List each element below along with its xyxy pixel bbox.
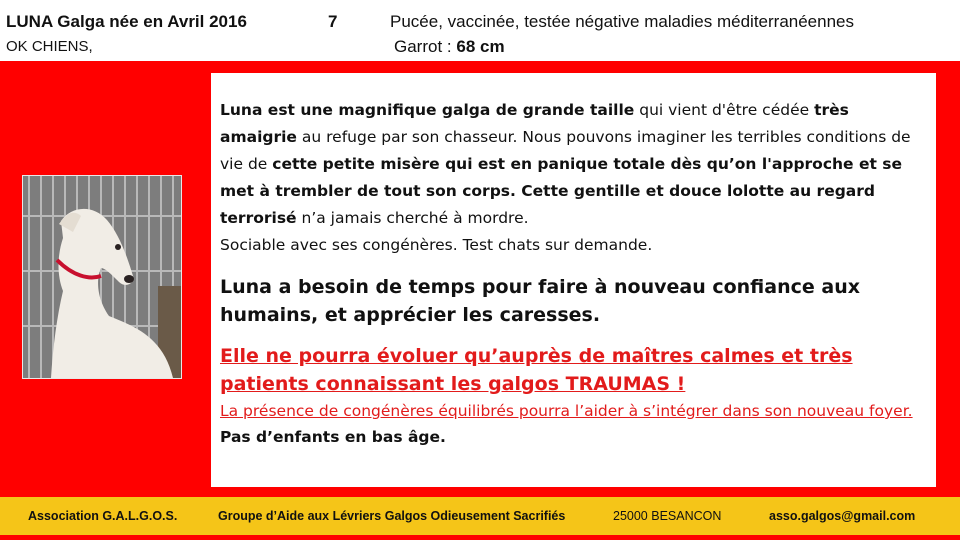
- intro-bold: Luna est une magnifique galga de grande taille: [220, 101, 635, 119]
- intro-text: qui vient d'être cédée: [634, 101, 815, 119]
- garrot-info: [394, 37, 505, 57]
- health-info: Pucée, vaccinée, testée négative maladies méditerranéennes: [390, 12, 855, 31]
- description-text: [220, 97, 930, 450]
- needs-statement: Luna a besoin de temps pour faire à nouveau confiance aux humains, et apprécier les caresses.: [220, 276, 860, 326]
- description-card: [211, 73, 936, 487]
- association-city: 25000 BESANCON: [613, 509, 722, 523]
- garrot-value: 68 cm: [456, 37, 505, 56]
- warning-statement: Elle ne pourra évoluer qu’auprès de maîtres calmes et très patients connaissant les galgos TRAUMAS !: [220, 345, 853, 395]
- condition-bold: très amaigrie: [220, 101, 849, 146]
- temperament-text: n’a jamais cherché à mordre.: [296, 209, 529, 227]
- footer-banner: [0, 497, 960, 535]
- association-fullname: Groupe d’Aide aux Lévriers Galgos Odieusement Sacrifiés: [218, 509, 566, 523]
- garrot-label: Garrot :: [394, 37, 452, 56]
- description-paragraph: [220, 97, 930, 259]
- dog-title: LUNA Galga née en Avril 2016: [6, 12, 247, 31]
- association-email[interactable]: asso.galgos@gmail.com: [769, 509, 916, 523]
- dog-number: 7: [328, 12, 338, 31]
- history-text: au refuge par son chasseur. Nous pouvons imaginer les terribles conditions de vie de: [220, 128, 911, 173]
- home-requirements: [220, 398, 930, 450]
- congeneres-note: La présence de congénères équilibrés pourra l’aider à s’intégrer dans son nouveau foyer.: [220, 402, 913, 420]
- no-children-note: Pas d’enfants en bas âge.: [220, 428, 446, 446]
- compatibility-info: OK CHIENS,: [6, 38, 93, 55]
- association-name: Association G.A.L.G.O.S.: [28, 509, 178, 523]
- header-banner: [0, 0, 960, 61]
- dog-photo: [22, 175, 182, 379]
- sociability-text: Sociable avec ses congénères. Test chats sur demande.: [220, 236, 653, 254]
- temperament-bold: cette petite misère qui est en panique totale dès qu’on l'approche et se met à trembler de tout son corps. Cette gentille et douce lolotte au regard terrorisé: [220, 155, 903, 227]
